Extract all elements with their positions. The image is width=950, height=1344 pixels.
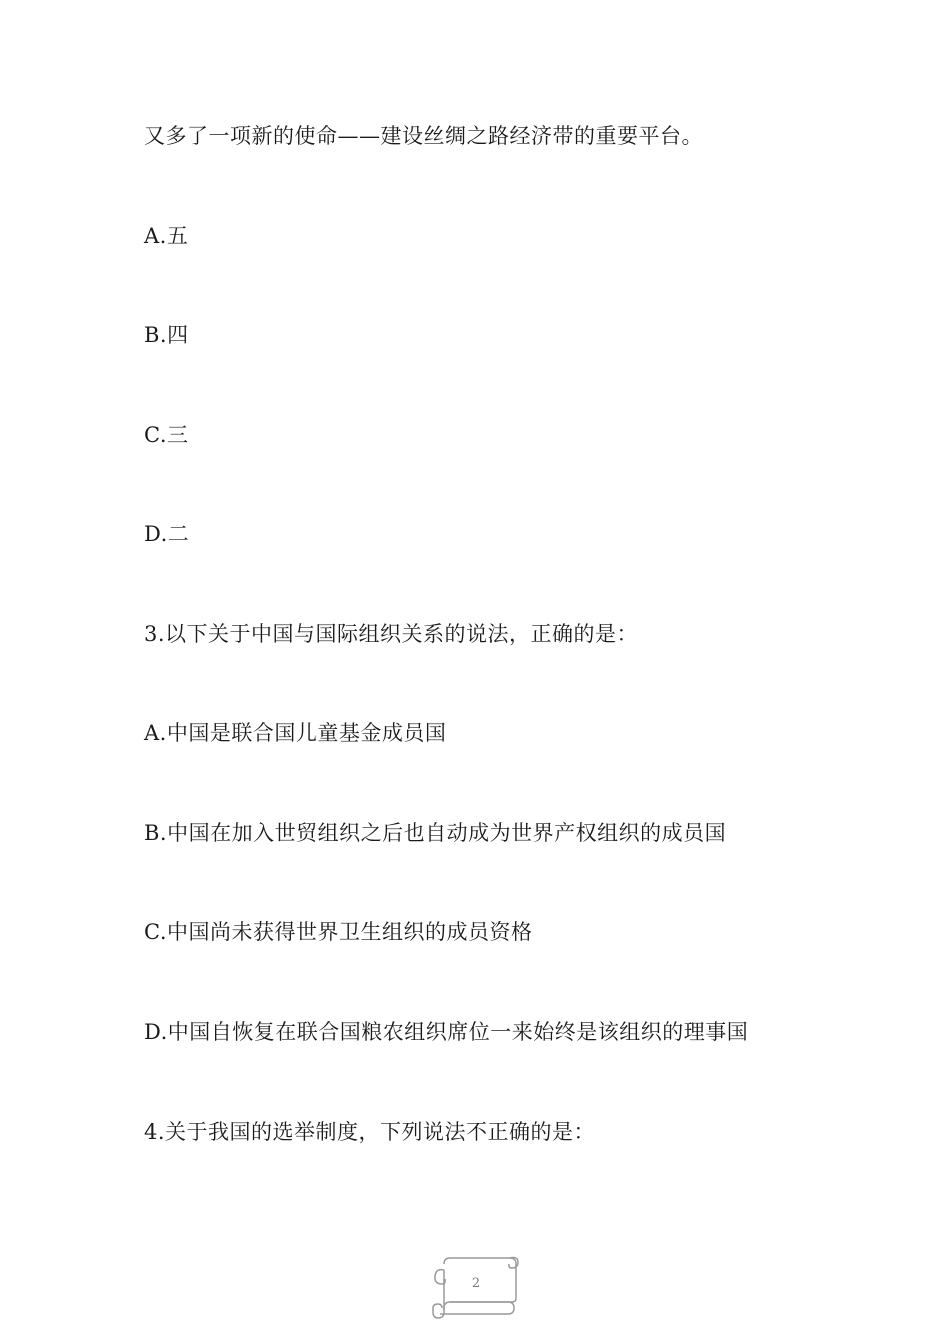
question-3-option-c: C.中国尚未获得世界卫生组织的成员资格 [144, 920, 533, 944]
question-3-stem: 3.以下关于中国与国际组织关系的说法，正确的是： [144, 622, 639, 646]
question-3-option-a: A.中国是联合国儿童基金成员国 [144, 721, 447, 745]
question-2-stem-continuation: 又多了一项新的使命——建设丝绸之路经济带的重要平台。 [144, 124, 703, 148]
page-footer [430, 1252, 522, 1322]
question-3-option-b: B.中国在加入世贸组织之后也自动成为世界产权组织的成员国 [144, 821, 727, 845]
page-number: 2 [471, 1276, 481, 1291]
question-2-option-c: C.三 [144, 423, 189, 447]
question-2-option-a: A.五 [144, 224, 189, 248]
question-2-option-b: B.四 [144, 323, 189, 347]
question-4-stem: 4.关于我国的选举制度，下列说法不正确的是： [144, 1120, 596, 1144]
question-2-option-d: D.二 [144, 522, 190, 546]
question-3-option-d: D.中国自恢复在联合国粮农组织席位一来始终是该组织的理事国 [144, 1020, 749, 1044]
